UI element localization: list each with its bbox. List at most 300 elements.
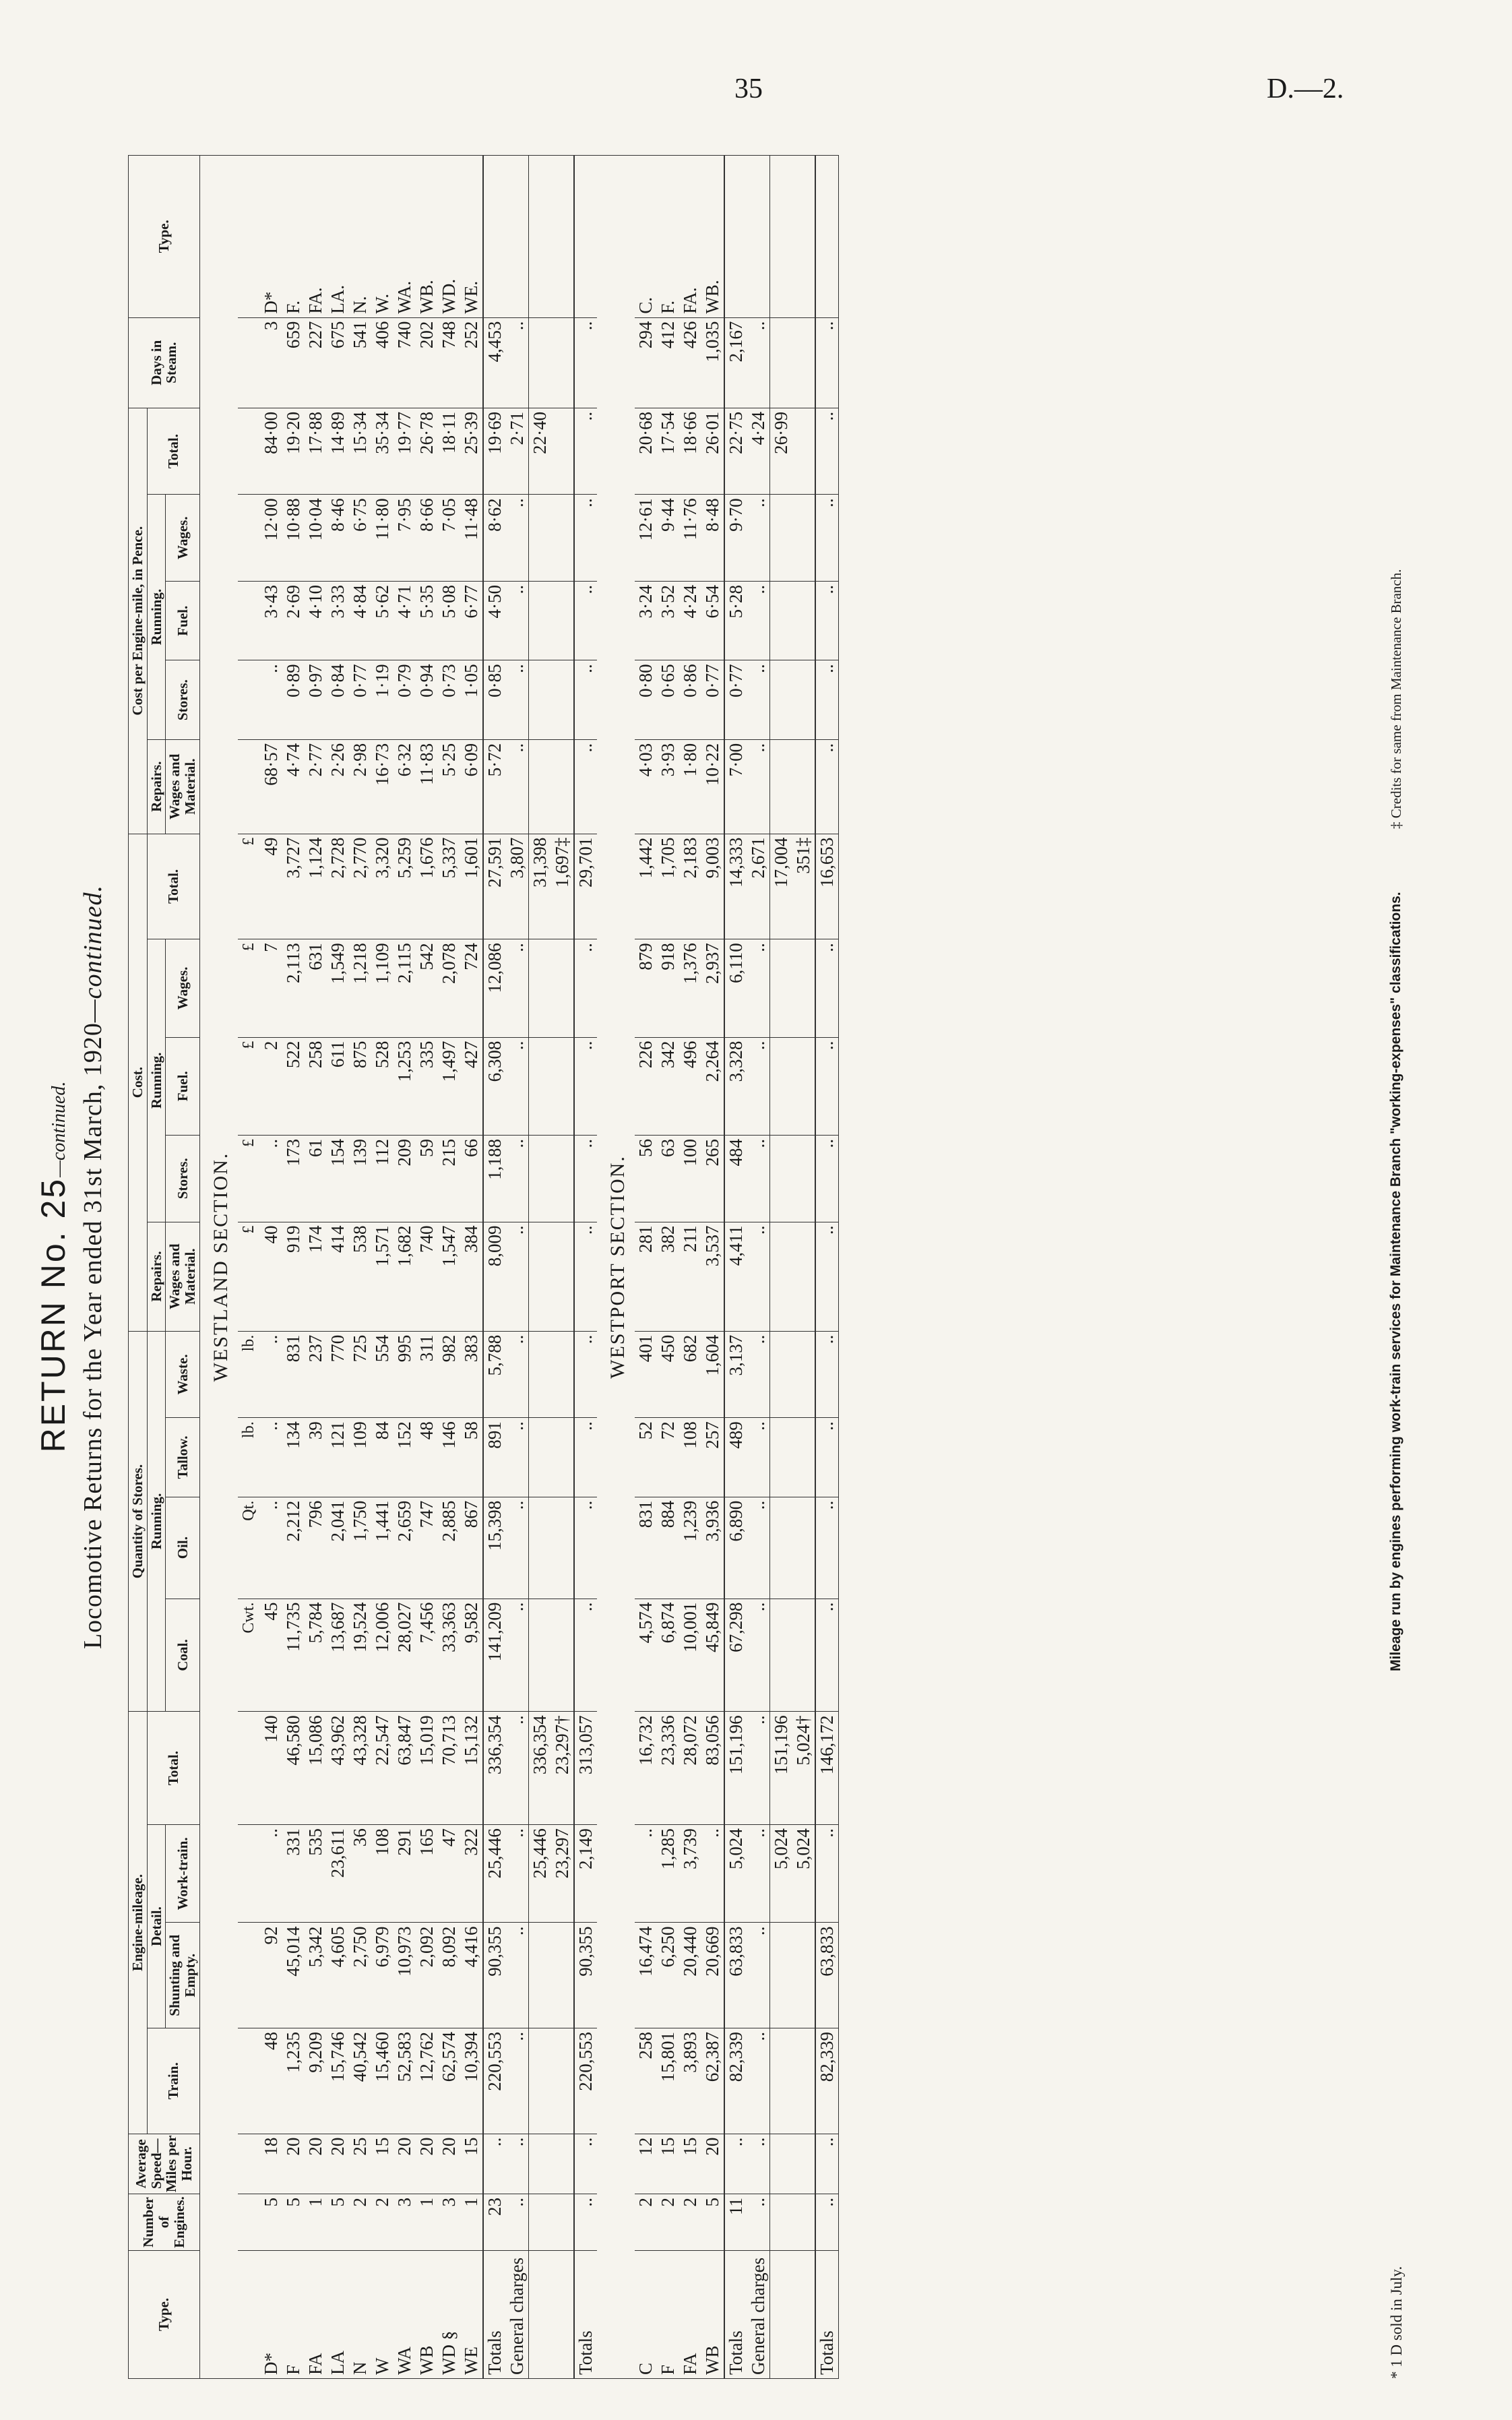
cell-n: 3 [438,2194,460,2251]
cell-fuel: 258 [305,1037,327,1135]
cell-waste: 311 [416,1331,438,1418]
cell-shunt: 4,605 [327,1923,349,2028]
cell-typ: D* [260,156,282,318]
cell-fuel: 522 [282,1037,305,1135]
cell-ctot: 3,320 [371,834,393,939]
cell-psto: 0·85 [483,660,506,739]
cell-spd: 20 [416,2134,438,2194]
cell-train: 3,893 [679,2028,701,2134]
cell-tal: .. [574,1418,597,1497]
cell-sto: 66 [460,1135,483,1222]
header-tallow: Tallow. [166,1418,199,1497]
footnote-star: * 1 D sold in July. [1388,2266,1405,2379]
cell-wag: 12,086 [483,939,506,1037]
cell-sto: 173 [282,1135,305,1222]
cell-pfuel: 4·84 [349,582,371,660]
cell-work: 23,297 [551,1825,574,1923]
cell-psto: 0·79 [393,660,416,739]
cell-rep: 8,009 [483,1222,506,1331]
cell-n [528,2194,551,2251]
unit-days [238,317,260,408]
cell-pwag: 7·05 [438,495,460,582]
cell-shunt: 6,979 [371,1923,393,2028]
unit-coal: Cwt. [238,1599,260,1712]
cell-waste [551,1331,574,1418]
cell-coal [528,1599,551,1712]
footnote-double-dagger: ‡ Credits for same from Maintenance Branch. [1388,569,1404,829]
cell-waste: .. [506,1331,529,1418]
cell-tal: .. [260,1418,282,1497]
cell-typ [506,156,529,318]
cell-wag: 7 [260,939,282,1037]
cell-pwag: 12·00 [260,495,282,582]
cell-typ [483,156,506,318]
cell-sto [792,1135,815,1222]
cell-pfuel: 3·52 [657,582,679,660]
cell-spd: 15 [460,2134,483,2194]
cell-fuel: 2 [260,1037,282,1135]
cell-type: FA [305,2250,327,2378]
cell-prep: 2·98 [349,739,371,834]
cell-ctot: 14,333 [724,834,747,939]
cell-pfuel: 5·28 [724,582,747,660]
cell-sto: 100 [679,1135,701,1222]
unit-train [238,2028,260,2134]
cell-pfuel: 4·10 [305,582,327,660]
cell-typ: WD. [438,156,460,318]
cell-rep: .. [747,1222,770,1331]
cell-pwag [769,495,792,582]
header-avg-speed: Average Speed—Miles per Hour. [129,2134,200,2194]
cell-pwag: 10·04 [305,495,327,582]
table-row [393,156,416,2379]
cell-shunt: 92 [260,1923,282,2028]
table-row [305,156,327,2379]
header-pence-stores: Stores. [166,660,199,739]
cell-n [769,2194,792,2251]
header-cost-fuel: Fuel. [166,1037,199,1135]
section-title: WESTLAND SECTION. [199,156,238,2379]
cell-spd: 15 [679,2134,701,2194]
unit-tot [238,1712,260,1825]
cell-fuel: 611 [327,1037,349,1135]
cell-n: 5 [260,2194,282,2251]
return-title [34,155,73,2379]
cell-n: .. [506,2194,529,2251]
cell-train: 82,339 [724,2028,747,2134]
cell-prep: 6·09 [460,739,483,834]
cell-type [769,2250,792,2378]
cell-spd [551,2134,574,2194]
cell-days: 675 [327,317,349,408]
cell-typ [747,156,770,318]
cell-train: 12,762 [416,2028,438,2134]
cell-pfuel: 3·43 [260,582,282,660]
unit-tal: lb. [238,1418,260,1497]
document-reference: D.—2. [1267,73,1344,104]
header-train: Train. [147,2028,199,2134]
cell-pfuel: 4·71 [393,582,416,660]
cell-shunt: 6,250 [657,1923,679,2028]
cell-ctot: 1,601 [460,834,483,939]
header-waste: Waste. [166,1331,199,1418]
cell-pfuel: 3·33 [327,582,349,660]
cell-tot: 83,056 [701,1712,724,1825]
cell-tal: 152 [393,1418,416,1497]
cell-ctot: 3,727 [282,834,305,939]
cell-rep: 919 [282,1222,305,1331]
cell-ctot: 1,676 [416,834,438,939]
cell-wag [769,939,792,1037]
cell-wag: 6,110 [724,939,747,1037]
cell-ctot: 2,183 [679,834,701,939]
cell-waste: 554 [371,1331,393,1418]
cell-oil: 831 [635,1497,657,1599]
cell-days [769,317,792,408]
cell-ctot: 1,705 [657,834,679,939]
cell-n: .. [815,2194,839,2251]
cell-pfuel: 3·24 [635,582,657,660]
cell-pfuel: .. [747,582,770,660]
cell-rep: 281 [635,1222,657,1331]
cell-pfuel: .. [506,582,529,660]
cell-days [792,317,815,408]
cell-tal: 257 [701,1418,724,1497]
title-block [34,155,108,2379]
cell-tot: 336,354 [528,1712,551,1825]
cell-tot: 23,297† [551,1712,574,1825]
totals-row [483,156,506,2379]
cell-prep: 2·26 [327,739,349,834]
cell-prep: 16·73 [371,739,393,834]
cell-ctot: 3,807 [506,834,529,939]
cell-ctot: 17,004 [769,834,792,939]
cell-sto: 56 [635,1135,657,1222]
cell-n: 1 [416,2194,438,2251]
cell-type [551,2250,574,2378]
cell-prep [792,739,815,834]
cell-sto: 139 [349,1135,371,1222]
cell-spd: 15 [657,2134,679,2194]
cell-sto: 484 [724,1135,747,1222]
cell-typ [724,156,747,318]
cell-fuel: .. [815,1037,839,1135]
section-title: WESTPORT SECTION. [597,156,635,2379]
cell-train: 15,801 [657,2028,679,2134]
cell-ptot: 2·71 [506,408,529,495]
cell-n: 2 [371,2194,393,2251]
cell-tot: 140 [260,1712,282,1825]
cell-wag: .. [815,939,839,1037]
cell-days: 202 [416,317,438,408]
cell-typ: N. [349,156,371,318]
cell-n: 2 [349,2194,371,2251]
cell-tot: 43,962 [327,1712,349,1825]
cell-oil: 2,659 [393,1497,416,1599]
cell-days: .. [815,317,839,408]
header-mileage-total: Total. [147,1712,199,1825]
unit-type [238,2250,260,2378]
cell-type: WB [416,2250,438,2378]
cell-work: 1,285 [657,1825,679,1923]
cell-ptot: 17·88 [305,408,327,495]
unit-waste: lb. [238,1331,260,1418]
cell-days: 659 [282,317,305,408]
cell-tal: 52 [635,1418,657,1497]
page-number: 35 [734,73,763,104]
header-pence-wages-material: Wages and Material. [166,739,199,834]
cell-ptot: 84·00 [260,408,282,495]
cell-typ: WB. [701,156,724,318]
cell-pwag: .. [574,495,597,582]
cell-wag [792,939,815,1037]
cell-oil [792,1497,815,1599]
unit-ptot [238,408,260,495]
cell-ptot: 19·77 [393,408,416,495]
cell-coal: 67,298 [724,1599,747,1712]
cell-pfuel [528,582,551,660]
cell-prep: 11·83 [416,739,438,834]
cell-oil: .. [747,1497,770,1599]
cell-work: 291 [393,1825,416,1923]
cell-n: .. [574,2194,597,2251]
cell-spd: 20 [282,2134,305,2194]
cell-shunt: 2,750 [349,1923,371,2028]
cell-coal: .. [815,1599,839,1712]
cell-prep [528,739,551,834]
cell-typ [769,156,792,318]
cell-wag: 2,078 [438,939,460,1037]
cell-pfuel: .. [815,582,839,660]
cell-days: 3 [260,317,282,408]
cell-sto: 59 [416,1135,438,1222]
cell-shunt: 8,092 [438,1923,460,2028]
cell-rep: 740 [416,1222,438,1331]
cell-wag: 1,376 [679,939,701,1037]
unit-spd [238,2134,260,2194]
header-shunting: Shunting and Empty. [166,1923,199,2028]
header-pence-wages: Wages. [166,495,199,582]
cell-days: 426 [679,317,701,408]
cell-rep: 174 [305,1222,327,1331]
cell-work: 3,739 [679,1825,701,1923]
credit-row [551,156,574,2379]
section-title-row [597,156,635,2379]
cell-oil: .. [815,1497,839,1599]
cell-spd: 15 [371,2134,393,2194]
cell-waste: 995 [393,1331,416,1418]
cell-sto: .. [815,1135,839,1222]
cell-oil [551,1497,574,1599]
header-pence-fuel: Fuel. [166,582,199,660]
cell-ctot: 27,591 [483,834,506,939]
cell-tot: 151,196 [769,1712,792,1825]
unit-work [238,1825,260,1923]
cell-train: 258 [635,2028,657,2134]
cell-spd: .. [506,2134,529,2194]
cell-ptot: 26·99 [769,408,792,495]
unit-sto: £ [238,1135,260,1222]
cell-days: 252 [460,317,483,408]
table-row [657,156,679,2379]
cell-pwag: .. [815,495,839,582]
cell-oil: .. [506,1497,529,1599]
cell-prep: .. [574,739,597,834]
cell-coal: 7,456 [416,1599,438,1712]
header-cost: Cost. [129,834,148,1331]
cell-work: 108 [371,1825,393,1923]
header-cost-wages-material: Wages and Material. [166,1222,199,1331]
cell-ctot: 1,124 [305,834,327,939]
cell-psto: 1·19 [371,660,393,739]
cell-ptot: 15·34 [349,408,371,495]
cell-type: C [635,2250,657,2378]
cell-prep: 4·03 [635,739,657,834]
cell-tot: 15,086 [305,1712,327,1825]
cell-pwag [792,495,815,582]
cell-train: 40,542 [349,2028,371,2134]
cell-pfuel [792,582,815,660]
cell-prep: .. [506,739,529,834]
cell-oil: 3,936 [701,1497,724,1599]
cell-wag: 1,109 [371,939,393,1037]
cell-fuel [769,1037,792,1135]
cell-shunt: 16,474 [635,1923,657,2028]
cell-spd: 20 [438,2134,460,2194]
cell-sto: 154 [327,1135,349,1222]
cell-tal: 84 [371,1418,393,1497]
cell-prep: 5·72 [483,739,506,834]
cell-ptot: 26·78 [416,408,438,495]
cell-days [528,317,551,408]
cell-pfuel: 5·35 [416,582,438,660]
cell-ctot: 5,337 [438,834,460,939]
cell-typ: WA. [393,156,416,318]
cell-pwag: 7·95 [393,495,416,582]
cell-waste: 383 [460,1331,483,1418]
cell-waste: 1,604 [701,1331,724,1418]
cell-rep [528,1222,551,1331]
cell-typ: WE. [460,156,483,318]
cell-coal [792,1599,815,1712]
cell-work: 535 [305,1825,327,1923]
cell-spd [769,2134,792,2194]
header-cost-repairs: Repairs. [147,1222,166,1331]
cell-tot: 43,328 [349,1712,371,1825]
section-title-row [199,156,238,2379]
cell-coal: 28,027 [393,1599,416,1712]
cell-type [792,2250,815,2378]
cell-sto [769,1135,792,1222]
cell-work: 322 [460,1825,483,1923]
cell-pwag: 11·48 [460,495,483,582]
cell-ctot: 49 [260,834,282,939]
cell-work: .. [747,1825,770,1923]
cell-spd: .. [483,2134,506,2194]
cell-coal: .. [574,1599,597,1712]
cell-days: 4,453 [483,317,506,408]
cell-wag [528,939,551,1037]
cell-wag: 724 [460,939,483,1037]
unit-ctot: £ [238,834,260,939]
header-type: Type. [129,2250,200,2378]
cell-ctot: 2,728 [327,834,349,939]
cell-sto [551,1135,574,1222]
cell-sto: 209 [393,1135,416,1222]
cell-ptot: 22·75 [724,408,747,495]
header-coal: Coal. [166,1599,199,1712]
cell-wag: 1,218 [349,939,371,1037]
cell-tal: 48 [416,1418,438,1497]
cell-typ [574,156,597,318]
cell-pfuel: 4·24 [679,582,701,660]
header-days-in-steam: Days in Steam. [129,317,200,408]
cell-psto: .. [747,660,770,739]
cell-fuel: 226 [635,1037,657,1135]
cell-psto: 0·77 [349,660,371,739]
cell-pwag: 12·61 [635,495,657,582]
cell-tal: .. [747,1418,770,1497]
totals-row [724,156,747,2379]
cell-train: 48 [260,2028,282,2134]
cell-work: 47 [438,1825,460,1923]
cell-coal: 9,582 [460,1599,483,1712]
cell-pfuel: 6·77 [460,582,483,660]
cell-rep: 382 [657,1222,679,1331]
rotated-table-sheet [20,155,1435,2379]
cell-fuel: 496 [679,1037,701,1135]
table-row [371,156,393,2379]
cell-rep [769,1222,792,1331]
cell-sto [528,1135,551,1222]
cell-days: 294 [635,317,657,408]
cell-fuel [792,1037,815,1135]
cell-n: .. [747,2194,770,2251]
cell-coal: .. [747,1599,770,1712]
cell-spd: 20 [393,2134,416,2194]
footnotes [1388,155,1406,2379]
cell-work: 23,611 [327,1825,349,1923]
cell-n [551,2194,574,2251]
cell-days: 748 [438,317,460,408]
cell-prep: 4·74 [282,739,305,834]
cell-wag: 2,937 [701,939,724,1037]
units-row [238,156,260,2379]
cell-type: D* [260,2250,282,2378]
cell-coal: 4,574 [635,1599,657,1712]
cell-spd: 12 [635,2134,657,2194]
cell-work: .. [701,1825,724,1923]
cell-waste [528,1331,551,1418]
cell-sto: 265 [701,1135,724,1222]
cell-wag: .. [747,939,770,1037]
cell-oil: 2,885 [438,1497,460,1599]
cell-waste: 831 [282,1331,305,1418]
cell-spd: .. [574,2134,597,2194]
cell-n: 1 [305,2194,327,2251]
cell-work: .. [635,1825,657,1923]
cell-work: 5,024 [792,1825,815,1923]
unit-wag: £ [238,939,260,1037]
unit-fuel: £ [238,1037,260,1135]
cell-rep: 3,537 [701,1222,724,1331]
cell-wag: 2,113 [282,939,305,1037]
cell-shunt: 45,014 [282,1923,305,2028]
cell-n: 11 [724,2194,747,2251]
cell-psto: 1·05 [460,660,483,739]
cell-spd: 20 [327,2134,349,2194]
cell-tot: .. [747,1712,770,1825]
